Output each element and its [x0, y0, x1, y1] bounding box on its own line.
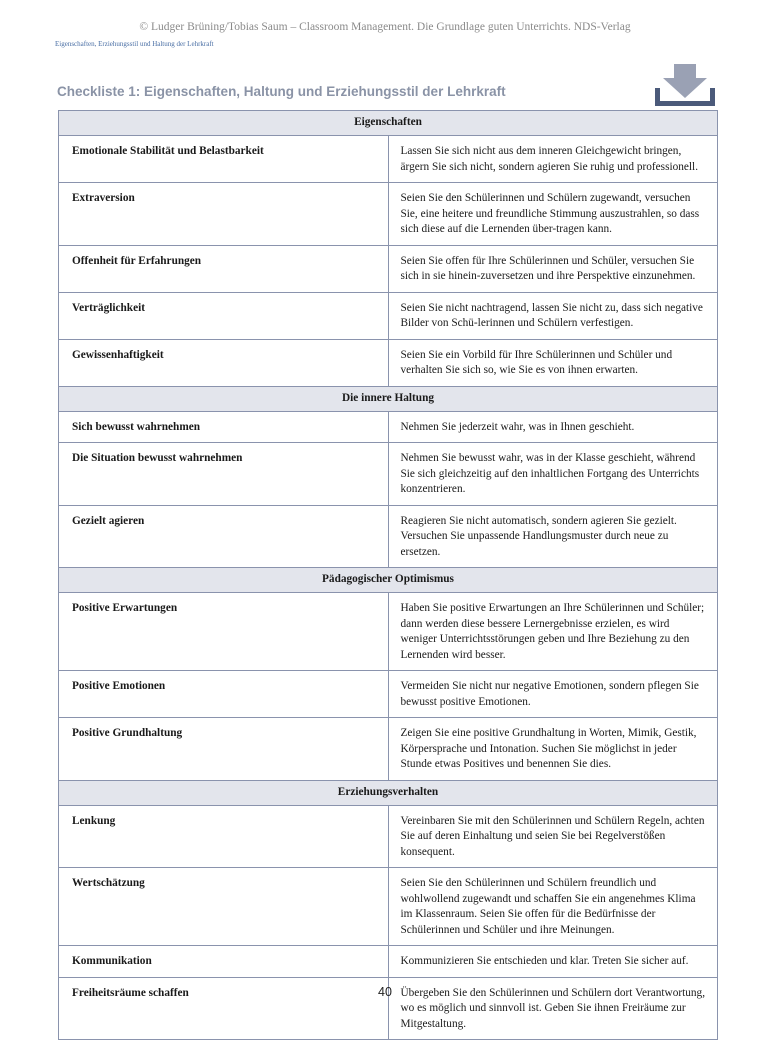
running-header: Eigenschaften, Erziehungsstil und Haltung der Lehrkraft	[55, 40, 214, 48]
copyright-line: © Ludger Brüning/Tobias Saum – Classroom Management. Die Grundlage guten Unterrichts. NDS-Verlag	[139, 21, 631, 33]
checklist-row	[59, 946, 718, 978]
checklist-row	[59, 245, 718, 292]
criterion-description: Kommunizieren Sie entschieden und klar. Treten Sie sicher auf.	[388, 946, 718, 978]
checklist-row	[59, 443, 718, 506]
section-header-row	[59, 568, 718, 593]
criterion-description: Reagieren Sie nicht automatisch, sondern agieren Sie gezielt. Versuchen Sie unpassende Handlungsmuster durch neue zu ersetzen.	[388, 505, 718, 568]
checklist-row	[59, 136, 718, 183]
criterion-description: Nehmen Sie bewusst wahr, was in der Klasse geschieht, während Sie sich gleichzeitig auf den inhaltlichen Fortgang des Unterrichts konzentrieren.	[388, 443, 718, 506]
section-heading: Pädagogischer Optimismus	[59, 568, 718, 593]
criterion-label: Sich bewusst wahrnehmen	[59, 411, 389, 443]
download-arrow-shaft	[674, 64, 696, 78]
criterion-description: Seien Sie den Schülerinnen und Schülern freundlich und wohlwollend zugewandt und schaffen Sie ein angenehmes Klima im Klassenraum. Seien Sie offen für die Bedürfnisse der Schülerinnen und Schüler und ihre Meinungen.	[388, 868, 718, 946]
section-heading: Erziehungsverhalten	[59, 780, 718, 805]
criterion-description: Vermeiden Sie nicht nur negative Emotionen, sondern pflegen Sie bewusst positive Emotionen.	[388, 671, 718, 718]
criterion-description: Übergeben Sie den Schülerinnen und Schülern dort Verantwortung, wo es möglich und sinnvoll ist. Geben Sie ihnen Freiräume zur Mitgestaltung.	[388, 977, 718, 1040]
section-header-row	[59, 111, 718, 136]
criterion-label: Freiheitsräume schaffen	[59, 977, 389, 1040]
criterion-label: Positive Emotionen	[59, 671, 389, 718]
criterion-label: Offenheit für Erfahrungen	[59, 245, 389, 292]
checklist-table	[58, 110, 718, 1040]
criterion-description: Seien Sie ein Vorbild für Ihre Schülerinnen und Schüler und verhalten Sie sich so, wie Sie es von ihnen erwarten.	[388, 339, 718, 386]
checklist-row	[59, 671, 718, 718]
criterion-label: Gewissenhaftigkeit	[59, 339, 389, 386]
section-header-row	[59, 386, 718, 411]
section-heading: Eigenschaften	[59, 111, 718, 136]
checklist-row	[59, 718, 718, 781]
download-icon[interactable]	[655, 64, 715, 108]
criterion-label: Gezielt agieren	[59, 505, 389, 568]
criterion-description: Lassen Sie sich nicht aus dem inneren Gleichgewicht bringen, ärgern Sie sich nicht, sondern agieren Sie ruhig und professionell.	[388, 136, 718, 183]
criterion-label: Die Situation bewusst wahrnehmen	[59, 443, 389, 506]
criterion-label: Emotionale Stabilität und Belastbarkeit	[59, 136, 389, 183]
criterion-description: Vereinbaren Sie mit den Schülerinnen und Schülern Regeln, achten Sie auf deren Einhaltung und seien Sie bei Regelverstößen konsequent.	[388, 805, 718, 868]
criterion-label: Positive Grundhaltung	[59, 718, 389, 781]
criterion-label: Lenkung	[59, 805, 389, 868]
page-number: 40	[378, 985, 392, 999]
criterion-description: Seien Sie den Schülerinnen und Schülern zugewandt, versuchen Sie, eine heitere und freundliche Stimmung auszustrahlen, so dass sich diese auf die Lernenden über-tragen kann.	[388, 183, 718, 246]
criterion-label: Verträglichkeit	[59, 292, 389, 339]
criterion-label: Positive Erwartungen	[59, 593, 389, 671]
criterion-description: Seien Sie nicht nachtragend, lassen Sie nicht zu, dass sich negative Bilder von Schü-lerinnen und Schülern verfestigen.	[388, 292, 718, 339]
checklist-row	[59, 411, 718, 443]
criterion-description: Haben Sie positive Erwartungen an Ihre Schülerinnen und Schüler; dann werden diese bessere Lernergebnisse erzielen, es wird weniger Unterrichtsstörungen geben und Ihre Beziehung zu den Lernenden wird besser.	[388, 593, 718, 671]
criterion-description: Nehmen Sie jederzeit wahr, was in Ihnen geschieht.	[388, 411, 718, 443]
section-heading: Die innere Haltung	[59, 386, 718, 411]
criterion-description: Seien Sie offen für Ihre Schülerinnen und Schüler, versuchen Sie sich in sie hinein-zuversetzen und ihre Perspektive einzunehmen.	[388, 245, 718, 292]
checklist-row	[59, 183, 718, 246]
checklist-body	[59, 111, 718, 1040]
checklist-row	[59, 868, 718, 946]
criterion-label: Extraversion	[59, 183, 389, 246]
download-arrow-head	[663, 78, 707, 98]
checklist-row	[59, 339, 718, 386]
page-title: Checkliste 1: Eigenschaften, Haltung und Erziehungsstil der Lehrkraft	[57, 84, 506, 99]
criterion-label: Wertschätzung	[59, 868, 389, 946]
section-header-row	[59, 780, 718, 805]
tray-bottom	[655, 101, 715, 106]
criterion-description: Zeigen Sie eine positive Grundhaltung in Worten, Mimik, Gestik, Körpersprache und Intonation. Suchen Sie möglichst in jeder Stunde etwas Positives und benennen Sie dies.	[388, 718, 718, 781]
criterion-label: Kommunikation	[59, 946, 389, 978]
checklist-row	[59, 505, 718, 568]
checklist-row	[59, 292, 718, 339]
checklist-row	[59, 805, 718, 868]
checklist-row	[59, 593, 718, 671]
